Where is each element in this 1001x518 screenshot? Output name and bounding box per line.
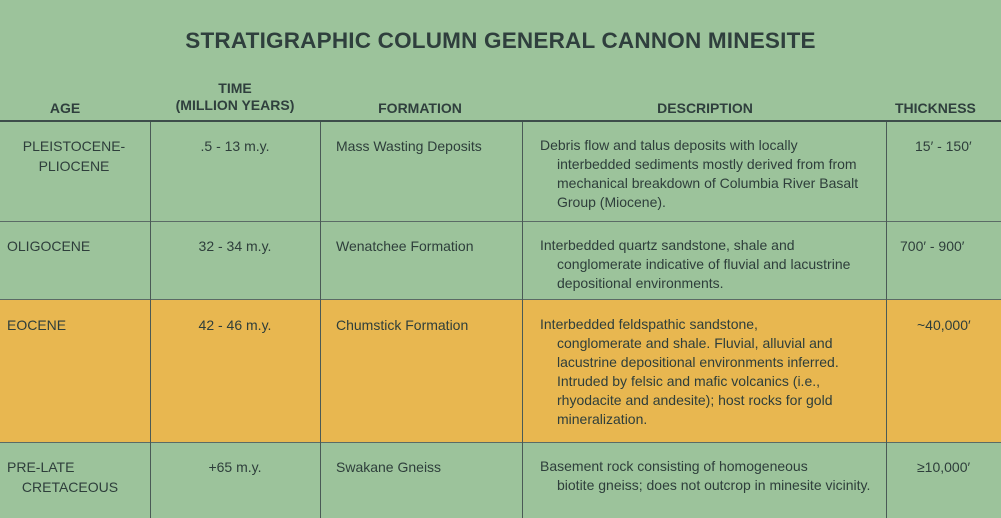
description-cell: Interbedded quartz sandstone, shale and conglomerate indicative of fluvial and lacustrine depositional environments. xyxy=(540,237,851,291)
header-time xyxy=(155,80,315,114)
age-cell: PRE-LATE CRETACEOUS xyxy=(7,459,119,495)
formation-cell: Mass Wasting Deposits xyxy=(336,138,482,154)
header-age: AGE xyxy=(49,100,81,116)
thickness-cell: ~40,000′ xyxy=(917,317,971,333)
formation-cell: Wenatchee Formation xyxy=(336,238,474,254)
age-cell: EOCENE xyxy=(7,317,67,333)
formation-cell: Swakane Gneiss xyxy=(336,459,442,475)
thickness-cell: 15′ - 150′ xyxy=(915,138,972,154)
column-divider xyxy=(150,122,151,518)
column-divider xyxy=(522,122,523,518)
description-cell: Debris flow and talus deposits with locally interbedded sediments mostly derived from from mechanical breakdown of Columbia River Basalt Group (Miocene). xyxy=(540,137,859,210)
header-thickness: THICKNESS xyxy=(895,100,976,116)
description-cell: Interbedded feldspathic sandstone, conglomerate and shale. Fluvial, alluvial and lacustrine depositional environments inferred. Intruded by felsic and mafic volcanics (i.e., rhyodacite and andesite); host rocks for gold mineralization. xyxy=(540,316,839,427)
age-cell: OLIGOCENE xyxy=(7,238,91,254)
header-time-line1: TIME xyxy=(218,80,252,96)
thickness-cell: 700′ - 900′ xyxy=(900,238,965,254)
header-description: DESCRIPTION xyxy=(657,100,753,116)
time-cell: +65 m.y. xyxy=(208,459,262,475)
formation-cell: Chumstick Formation xyxy=(336,317,469,333)
thickness-cell: ≥10,000′ xyxy=(917,459,971,475)
column-divider xyxy=(320,122,321,518)
header-formation: FORMATION xyxy=(378,100,462,116)
time-cell: 32 - 34 m.y. xyxy=(198,238,272,254)
time-cell: .5 - 13 m.y. xyxy=(200,138,270,154)
time-cell: 42 - 46 m.y. xyxy=(198,317,272,333)
age-cell: PLEISTOCENE- PLIOCENE xyxy=(22,138,126,174)
description-cell: Basement rock consisting of homogeneous biotite gneiss; does not outcrop in minesite vicinity. xyxy=(540,458,871,493)
header-time-line2: (MILLION YEARS) xyxy=(175,97,295,113)
table-title: STRATIGRAPHIC COLUMN GENERAL CANNON MINESITE xyxy=(185,28,816,53)
column-divider xyxy=(886,122,887,518)
